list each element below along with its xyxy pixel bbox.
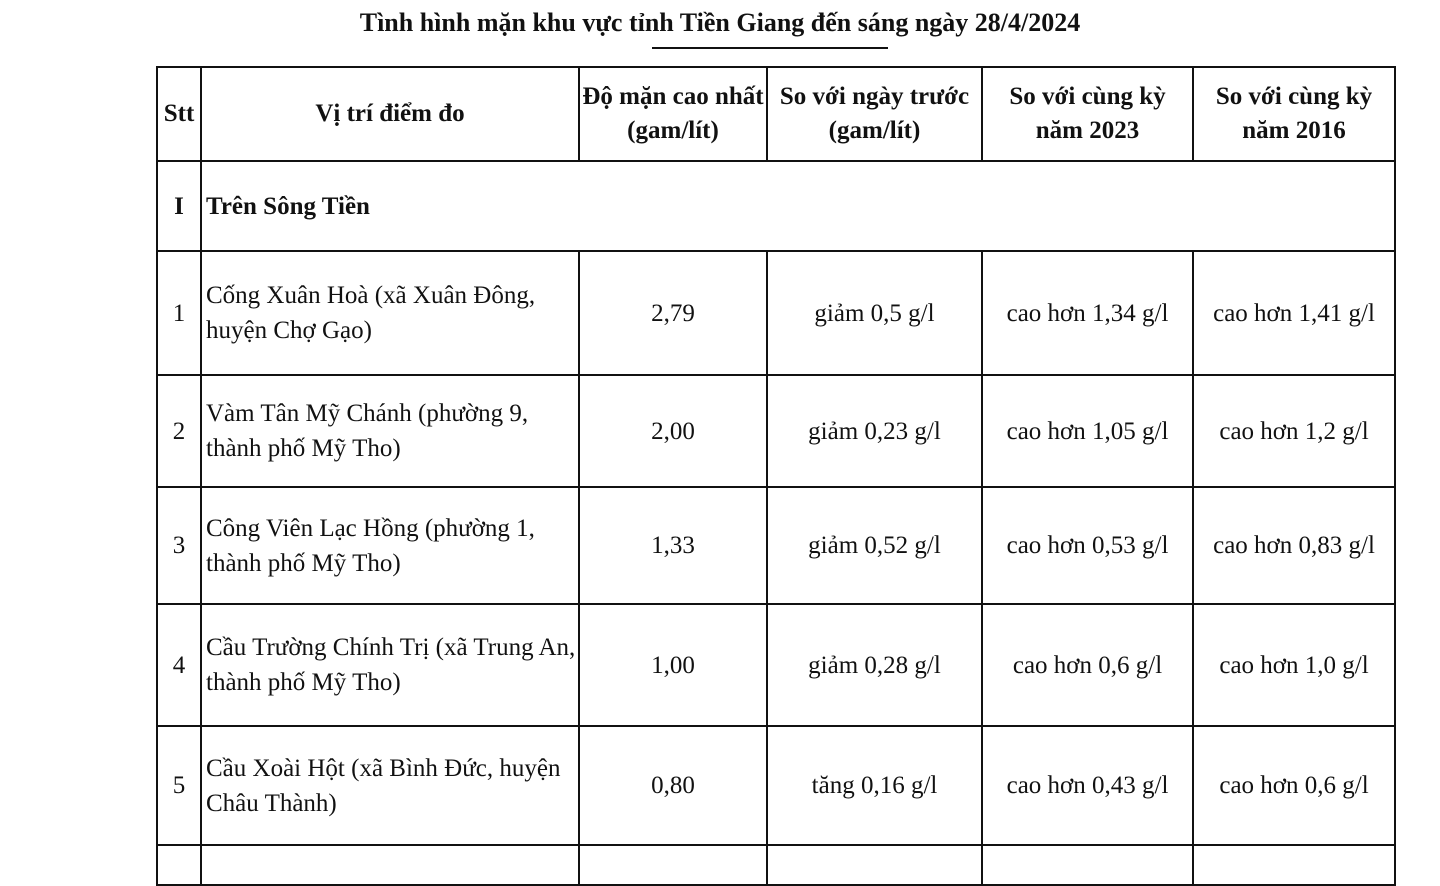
- cell-location: Vàm Tân Mỹ Chánh (phường 9, thành phố Mỹ Tho): [201, 375, 579, 487]
- cell-max-salinity: 1,00: [579, 604, 767, 726]
- header-location: Vị trí điểm đo: [201, 67, 579, 161]
- cell-max-salinity: 2,00: [579, 375, 767, 487]
- header-vs-prev-day: So với ngày trước (gam/lít): [767, 67, 982, 161]
- cell-max-salinity: 0,80: [579, 726, 767, 845]
- table-row: [157, 251, 1395, 375]
- cell-vs-2016: cao hơn 0,83 g/l: [1193, 487, 1395, 604]
- document-title: Tình hình mặn khu vực tỉnh Tiền Giang đến sáng ngày 28/4/2024: [359, 8, 1081, 37]
- cell-stt: 5: [157, 726, 201, 845]
- cell-location: Cống Xuân Hoà (xã Xuân Đông, huyện Chợ Gạo): [201, 251, 579, 375]
- cell-stt: 3: [157, 487, 201, 604]
- header-vs-2016: So với cùng kỳ năm 2016: [1193, 67, 1395, 161]
- cell-stt: 2: [157, 375, 201, 487]
- table-row: [157, 487, 1395, 604]
- cell-vs-2023: cao hơn 1,05 g/l: [982, 375, 1193, 487]
- cell-vs-2016: cao hơn 1,2 g/l: [1193, 375, 1395, 487]
- table-row: [157, 726, 1395, 845]
- cell-stt: 1: [157, 251, 201, 375]
- header-vs-2023: So với cùng kỳ năm 2023: [982, 67, 1193, 161]
- cell-max-salinity: 1,33: [579, 487, 767, 604]
- cell-location: Công Viên Lạc Hồng (phường 1, thành phố Mỹ Tho): [201, 487, 579, 604]
- cell-stt: 4: [157, 604, 201, 726]
- cell-vs-2023: cao hơn 0,53 g/l: [982, 487, 1193, 604]
- header-max-salinity: Độ mặn cao nhất (gam/lít): [579, 67, 767, 161]
- cell-vs-2023: cao hơn 0,6 g/l: [982, 604, 1193, 726]
- table-row: [157, 375, 1395, 487]
- table-row-cut-off: [157, 845, 1395, 885]
- cell-vs-prev-day: giảm 0,28 g/l: [767, 604, 982, 726]
- salinity-table: [156, 66, 1396, 886]
- cell-location: Cầu Xoài Hột (xã Bình Đức, huyện Châu Thành): [201, 726, 579, 845]
- cell-vs-prev-day: giảm 0,5 g/l: [767, 251, 982, 375]
- section-numeral: I: [157, 161, 201, 251]
- table-header-row: [157, 67, 1395, 161]
- cell-vs-prev-day: giảm 0,52 g/l: [767, 487, 982, 604]
- cell-vs-2016: cao hơn 1,41 g/l: [1193, 251, 1395, 375]
- cell-max-salinity: 2,79: [579, 251, 767, 375]
- title-underline: [652, 47, 888, 49]
- cell-vs-2023: cao hơn 0,43 g/l: [982, 726, 1193, 845]
- header-stt: Stt: [157, 67, 201, 161]
- cell-vs-prev-day: giảm 0,23 g/l: [767, 375, 982, 487]
- table-row: [157, 604, 1395, 726]
- cell-vs-prev-day: tăng 0,16 g/l: [767, 726, 982, 845]
- section-name: Trên Sông Tiền: [201, 161, 1395, 251]
- cell-vs-2016: cao hơn 0,6 g/l: [1193, 726, 1395, 845]
- section-row: [157, 161, 1395, 251]
- cell-location: Cầu Trường Chính Trị (xã Trung An, thành phố Mỹ Tho): [201, 604, 579, 726]
- cell-vs-2023: cao hơn 1,34 g/l: [982, 251, 1193, 375]
- cell-vs-2016: cao hơn 1,0 g/l: [1193, 604, 1395, 726]
